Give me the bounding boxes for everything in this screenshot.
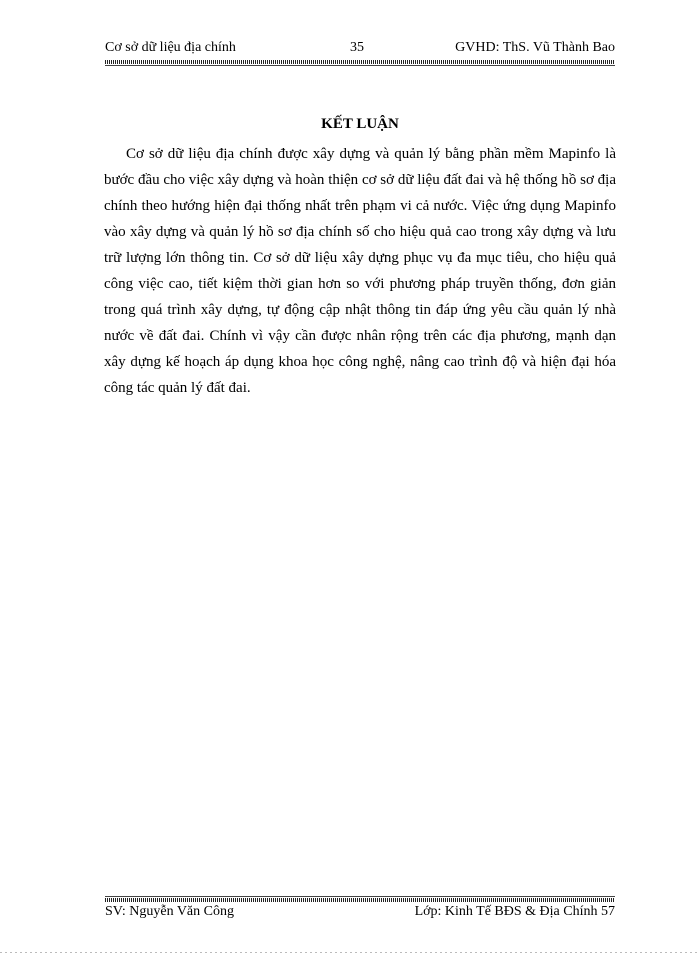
section-title: KẾT LUẬN [321,116,399,132]
footer-class: Lớp: Kinh Tế BĐS & Địa Chính 57 [414,904,615,919]
header-supervisor: GVHD: ThS. Vũ Thành Bao [455,40,615,55]
header-document-title: Cơ sở dữ liệu địa chính [105,40,236,55]
footer-student: SV: Nguyễn Văn Công [105,904,234,919]
footer-rule [105,898,615,902]
page-header [105,40,615,60]
header-page-number: 35 [350,40,364,55]
header-rule-line [105,65,615,66]
footer-rule-line [105,896,615,897]
page-footer [105,904,615,924]
conclusion-paragraph: Cơ sở dữ liệu địa chính được xây dựng và quản lý bằng phần mềm Mapinfo là bước đầu cho việc xây dựng và hoàn thiện cơ sở dữ liệu đất đai và hệ thống hồ sơ địa chính theo hướng hiện đại thống nhất trên phạm vi cả nước. Việc ứng dụng Mapinfo vào xây dựng và quản lý hồ sơ địa chính số cho hiệu quả cao trong xây dựng và lưu trữ lượng lớn thông tin. Cơ sở dữ liệu xây dựng phục vụ đa mục tiêu, cho hiệu quả công việc cao, tiết kiệm thời gian hơn so với phương pháp truyền thống, đơn giản trong quá trình xây dựng, tự động cập nhật thông tin đáp ứng yêu cầu quản lý nhà nước về đất đai. Chính vì vậy cần được nhân rộng trên các địa phương, mạnh dạn xây dựng kế hoạch áp dụng khoa học công nghệ, nâng cao trình độ và hiện đại hóa công tác quản lý đất đai. [104,146,616,396]
page-break-edge [0,952,700,953]
header-rule [105,60,615,64]
